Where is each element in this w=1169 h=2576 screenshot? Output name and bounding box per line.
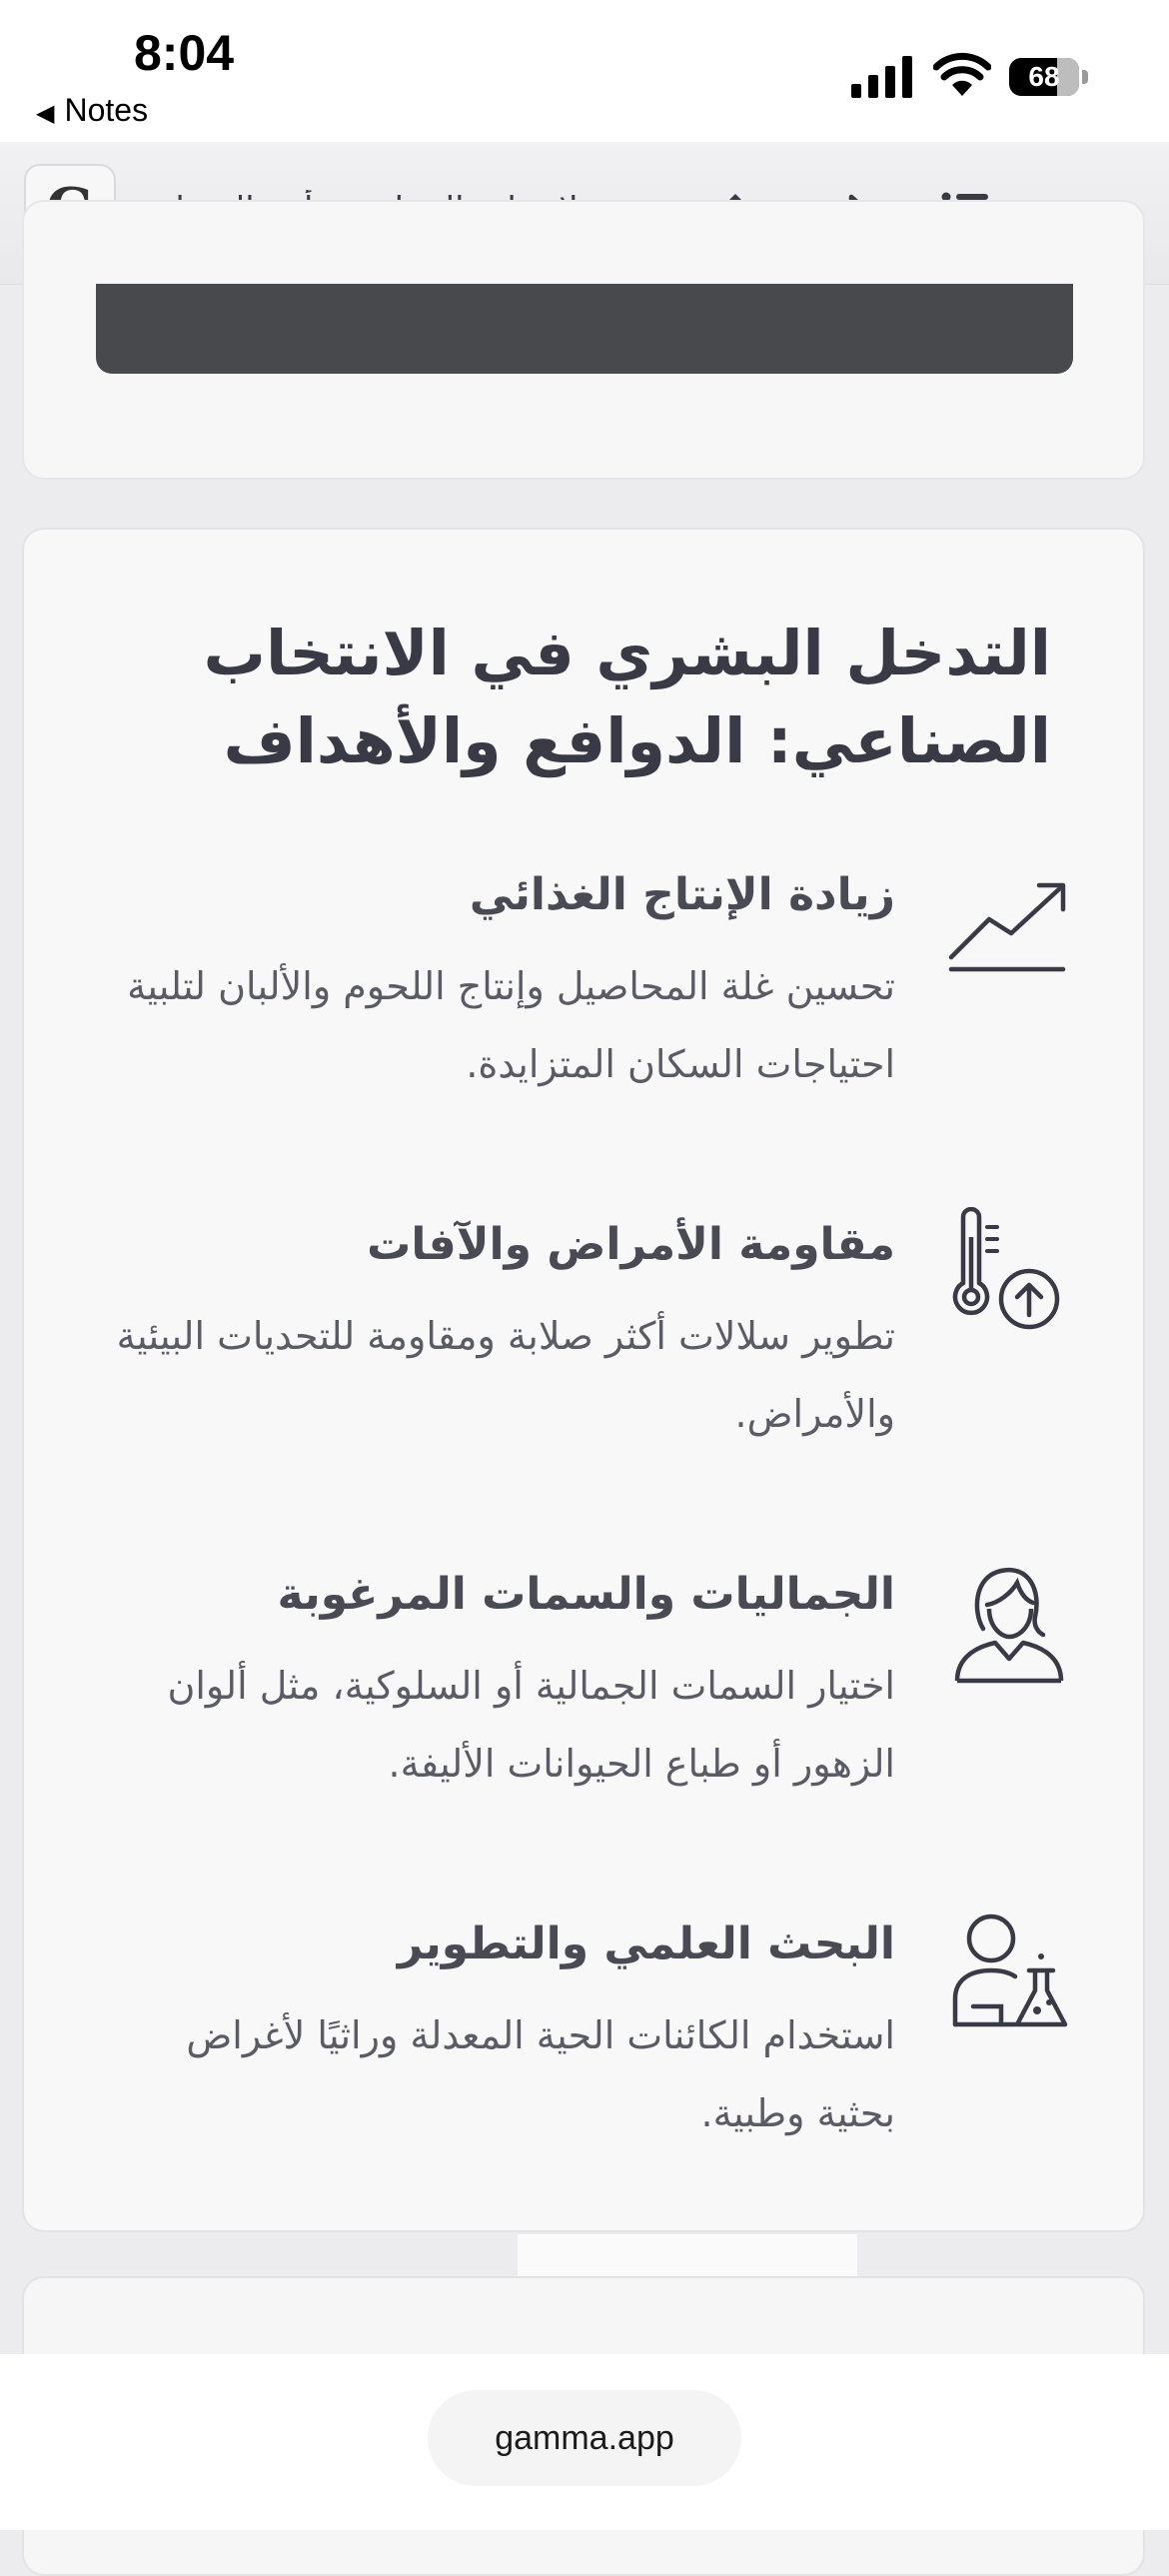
back-to-notes-button[interactable] bbox=[36, 92, 148, 129]
scientist-flask-icon bbox=[943, 1907, 1073, 2036]
cellular-signal-icon bbox=[851, 56, 913, 98]
wifi-icon bbox=[933, 52, 991, 98]
item-text: تطوير سلالات أكثر صلابة ومقاومة للتحديات البيئية والأمراض. bbox=[116, 1314, 895, 1436]
previous-card-image-block bbox=[96, 284, 1073, 374]
back-triangle-icon: ◀ bbox=[36, 100, 55, 127]
battery-indicator bbox=[1009, 58, 1089, 98]
status-bar bbox=[0, 0, 1169, 142]
item-title: الجماليات والسمات المرغوبة bbox=[277, 1569, 895, 1620]
url-bar[interactable]: gamma.app bbox=[428, 2390, 741, 2486]
item-text: استخدام الكائنات الحية المعدلة وراثيًا لأغراض بحثية وطبية. bbox=[186, 2013, 895, 2135]
item-text: اختيار السمات الجمالية أو السلوكية، مثل ألوان الزهور أو طباع الحيوانات الأليفة. bbox=[167, 1664, 895, 1786]
back-label: Notes bbox=[64, 92, 149, 128]
item-title: زيادة الإنتاج الغذائي bbox=[469, 869, 895, 920]
trend-up-icon bbox=[943, 857, 1073, 987]
battery-level: 68 bbox=[1028, 61, 1060, 92]
card-separator-tab bbox=[518, 2234, 857, 2280]
status-time: 8:04 bbox=[134, 25, 235, 81]
content-card bbox=[22, 528, 1145, 2232]
card-heading: التدخل البشري في الانتخاب الصناعي: الدوافع والأهداف bbox=[203, 617, 1051, 777]
item-text: تحسين غلة المحاصيل وإنتاج اللحوم والألبان لتلبية احتياجات السكان المتزايدة. bbox=[127, 964, 895, 1086]
item-title: البحث العلمي والتطوير bbox=[397, 1919, 895, 1969]
woman-avatar-icon bbox=[943, 1557, 1073, 1687]
item-title: مقاومة الأمراض والآفات bbox=[367, 1219, 895, 1270]
thermometer-up-icon bbox=[943, 1207, 1073, 1337]
browser-bottom-bar bbox=[0, 2354, 1169, 2530]
